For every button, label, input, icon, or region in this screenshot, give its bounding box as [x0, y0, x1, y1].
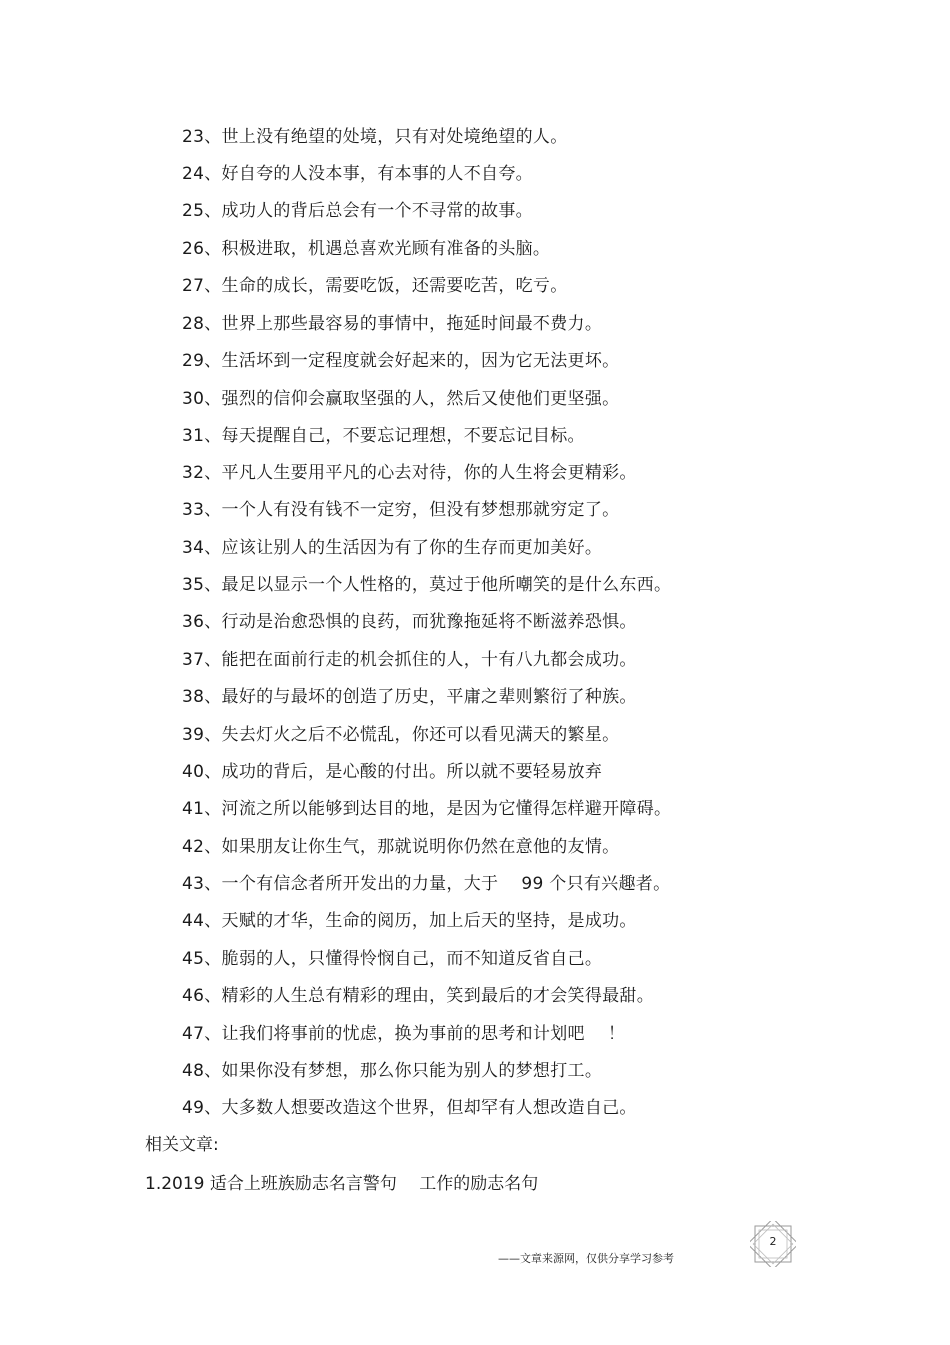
quote-line: 37、能把在面前行走的机会抓住的人，十有八九都会成功。 — [182, 650, 637, 670]
quote-line: 44、天赋的才华，生命的阅历，加上后天的坚持，是成功。 — [182, 911, 637, 931]
quote-line: 32、平凡人生要用平凡的心去对待，你的人生将会更精彩。 — [182, 463, 637, 483]
quote-line: 26、积极进取，机遇总喜欢光顾有准备的头脑。 — [182, 239, 551, 259]
quote-line: 40、成功的背后，是心酸的付出。所以就不要轻易放弃 — [182, 762, 603, 782]
page-number-badge — [750, 1221, 796, 1267]
quote-line: 41、河流之所以能够到达目的地，是因为它懂得怎样避开障碍。 — [182, 799, 672, 819]
quote-line: 42、如果朋友让你生气，那就说明你仍然在意他的友情。 — [182, 837, 620, 857]
related-articles-heading: 相关文章: — [145, 1135, 219, 1155]
quote-line: 36、行动是治愈恐惧的良药，而犹豫拖延将不断滋养恐惧。 — [182, 612, 637, 632]
quote-line: 23、世上没有绝望的处境，只有对处境绝望的人。 — [182, 127, 568, 147]
quote-line: 46、精彩的人生总有精彩的理由，笑到最后的才会笑得最甜。 — [182, 986, 655, 1006]
quote-line: 35、最足以显示一个人性格的，莫过于他所嘲笑的是什么东西。 — [182, 575, 672, 595]
quote-line: 33、一个人有没有钱不一定穷，但没有梦想那就穷定了。 — [182, 500, 620, 520]
quote-line: 29、生活坏到一定程度就会好起来的，因为它无法更坏。 — [182, 351, 620, 371]
page-number: 2 — [769, 1235, 777, 1248]
quote-line: 34、应该让别人的生活因为有了你的生存而更加美好。 — [182, 538, 603, 558]
related-article-link[interactable]: 1.2019 适合上班族励志名言警句 工作的励志名句 — [145, 1174, 539, 1194]
quote-line: 38、最好的与最坏的创造了历史，平庸之辈则繁衍了种族。 — [182, 687, 637, 707]
quote-line: 28、世界上那些最容易的事情中，拖延时间最不费力。 — [182, 314, 603, 334]
quote-line: 49、大多数人想要改造这个世界，但却罕有人想改造自己。 — [182, 1098, 637, 1118]
quote-line: 48、如果你没有梦想，那么你只能为别人的梦想打工。 — [182, 1061, 603, 1081]
quote-line: 45、脆弱的人，只懂得怜悯自己，而不知道反省自己。 — [182, 949, 603, 969]
source-note: ——文章来源网，仅供分享学习参考 — [498, 1252, 674, 1265]
quote-line: 43、一个有信念者所开发出的力量，大于 99 个只有兴趣者。 — [182, 874, 671, 894]
quote-line: 39、失去灯火之后不必慌乱，你还可以看见满天的繁星。 — [182, 725, 620, 745]
quote-line: 31、每天提醒自己，不要忘记理想，不要忘记目标。 — [182, 426, 585, 446]
quote-line: 47、让我们将事前的忧虑，换为事前的思考和计划吧 ！ — [182, 1024, 626, 1044]
quote-line: 27、生命的成长，需要吃饭，还需要吃苦，吃亏。 — [182, 276, 568, 296]
quote-line: 24、好自夸的人没本事，有本事的人不自夸。 — [182, 164, 533, 184]
quote-line: 25、成功人的背后总会有一个不寻常的故事。 — [182, 201, 533, 221]
quote-line: 30、强烈的信仰会赢取坚强的人，然后又使他们更坚强。 — [182, 389, 620, 409]
